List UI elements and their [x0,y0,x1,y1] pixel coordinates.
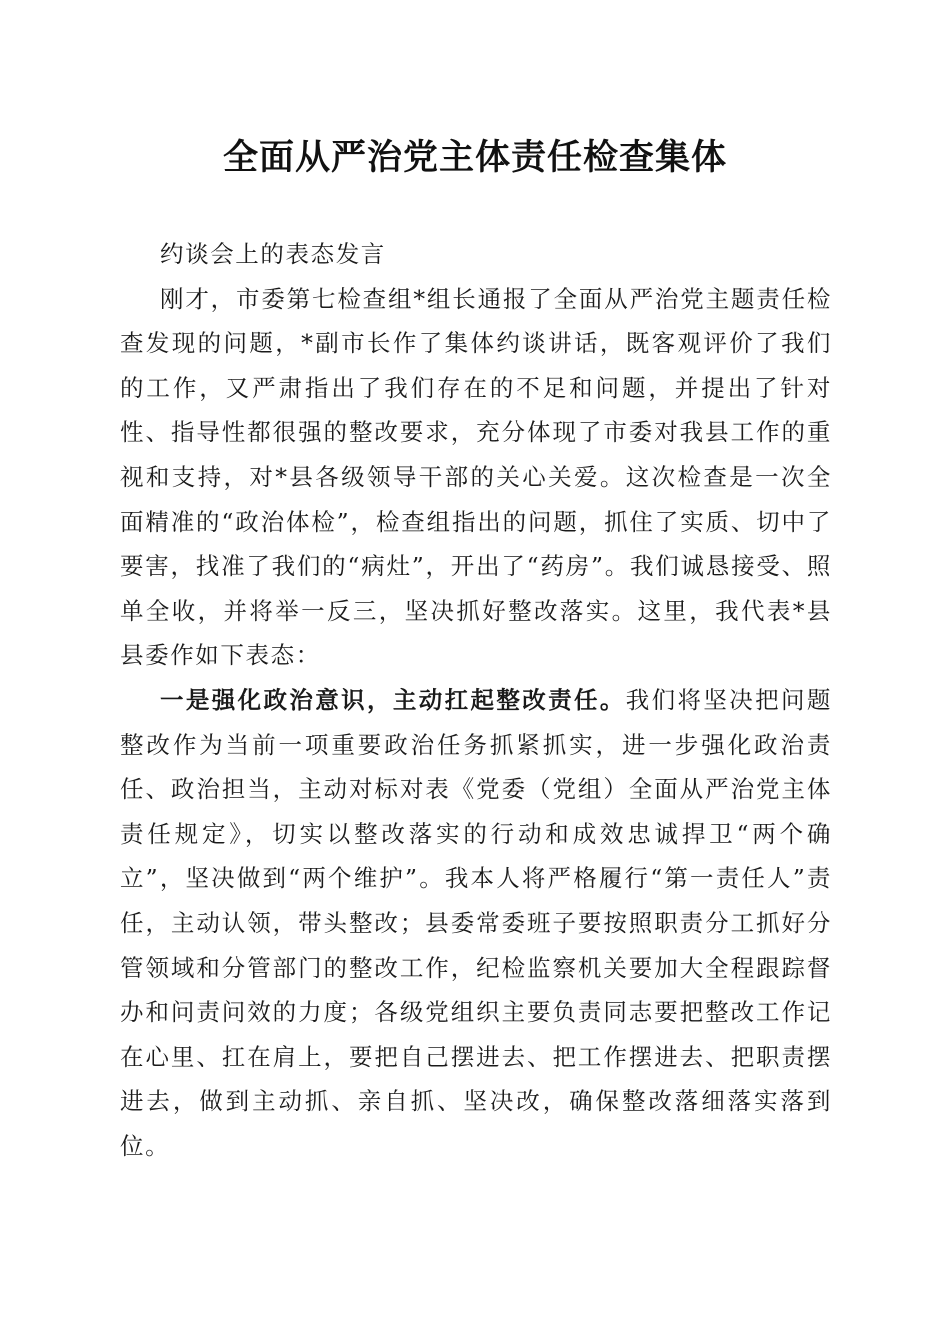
document-subtitle: 约谈会上的表态发言 [160,240,386,268]
document-body [120,232,832,1168]
paragraph-intro: 刚才，市委第七检查组*组长通报了全面从严治党主题责任检查发现的问题，*副市长作了集体约谈讲话，既客观评价了我们的工作，又严肃指出了我们存在的不足和问题，并提出了针对性、指导性都很强的整改要求，充分体现了市委对我县工作的重视和支持，对*县各级领导干部的关心关爱。这次检查是一次全面精准的“政治体检”，检查组指出的问题，抓住了实质、切中了要害，找准了我们的“病灶”，开出了“药房”。我们诚恳接受、照单全收，并将举一反三，坚决抓好整改落实。这里，我代表*县县委作如下表态： [120,284,832,670]
paragraph-point-one-heading: 一是强化政治意识，主动扛起整改责任。 [160,685,626,714]
paragraph-point-one [120,678,832,1169]
paragraph-point-one-body: 我们将坚决把问题整改作为当前一项重要政治任务抓紧抓实，进一步强化政治责任、政治担当，主动对标对表《党委（党组）全面从严治党主体责任规定》，切实以整改落实的行动和成效忠诚捍卫“两个确立”，坚决做到“两个维护”。我本人将严格履行“第一责任人”责任，主动认领，带头整改；县委常委班子要按照职责分工抓好分管领域和分管部门的整改工作，纪检监察机关要加大全程跟踪督办和问责问效的力度；各级党组织主要负责同志要把整改工作记在心里、扛在肩上，要把自己摆进去、把工作摆进去、把职责摆进去，做到主动抓、亲自抓、坚决改，确保整改落细落实落到位。 [120,685,832,1160]
document-title: 全面从严治党主体责任检查集体 [222,138,727,178]
